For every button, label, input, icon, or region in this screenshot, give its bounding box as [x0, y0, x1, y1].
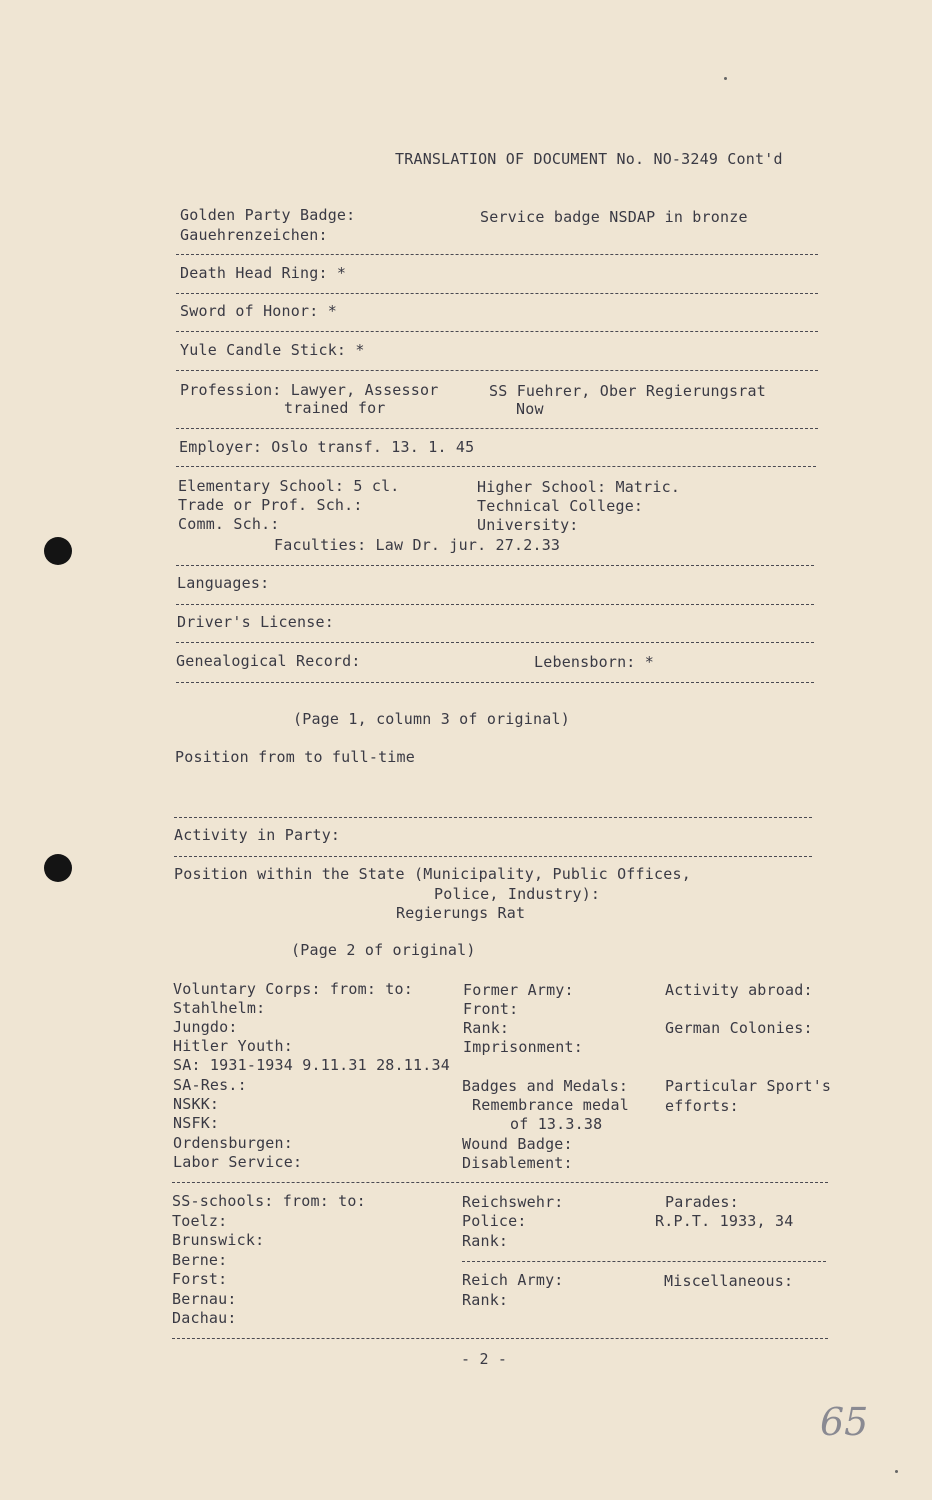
- golden-badge-label: Golden Party Badge:: [180, 206, 356, 224]
- university: University:: [477, 516, 579, 534]
- berne: Berne:: [172, 1251, 228, 1269]
- faculties: Faculties: Law Dr. jur. 27.2.33: [274, 536, 561, 554]
- reich-army: Reich Army:: [462, 1271, 564, 1289]
- divider: [174, 817, 812, 818]
- divider: [176, 642, 814, 643]
- divider: [176, 254, 818, 255]
- nsfk: NSFK:: [173, 1114, 220, 1132]
- genealogical-record: Genealogical Record:: [176, 652, 361, 670]
- activity-abroad: Activity abroad:: [665, 981, 813, 999]
- reich-army-rank: Rank:: [462, 1291, 509, 1309]
- reichswehr: Reichswehr:: [462, 1193, 564, 1211]
- profession-rank: SS Fuehrer, Ober Regierungsrat: [489, 382, 766, 400]
- golden-badge-value: Service badge NSDAP in bronze: [480, 208, 748, 226]
- commercial-school: Comm. Sch.:: [178, 515, 280, 533]
- employer: Employer: Oslo transf. 13. 1. 45: [179, 438, 475, 456]
- parades: Parades:: [665, 1193, 739, 1211]
- divider: [176, 565, 814, 566]
- divider: [176, 293, 818, 294]
- death-head-ring: Death Head Ring: *: [180, 264, 347, 282]
- higher-school: Higher School: Matric.: [477, 478, 681, 496]
- ss-schools: SS-schools: from: to:: [172, 1192, 366, 1210]
- yule-candle-stick: Yule Candle Stick: *: [180, 341, 365, 359]
- miscellaneous: Miscellaneous:: [664, 1272, 794, 1290]
- position-full-time: Position from to full-time: [175, 748, 415, 766]
- police-rank: Rank:: [462, 1232, 509, 1250]
- divider: [176, 604, 814, 605]
- badges-and-medals: Badges and Medals:: [462, 1077, 629, 1095]
- punch-hole: [44, 537, 72, 565]
- languages: Languages:: [177, 574, 270, 592]
- paper-speck: [895, 1470, 898, 1473]
- profession: Profession: Lawyer, Assessor: [180, 381, 439, 399]
- lebensborn: Lebensborn: *: [534, 653, 654, 671]
- sports-efforts: efforts:: [665, 1097, 739, 1115]
- rpt-years: R.P.T. 1933, 34: [655, 1212, 794, 1230]
- divider: [176, 466, 816, 467]
- labor-service: Labor Service:: [173, 1153, 303, 1171]
- brunswick: Brunswick:: [172, 1231, 265, 1249]
- document-header: TRANSLATION OF DOCUMENT No. NO-3249 Cont'd: [395, 150, 783, 168]
- hitler-youth: Hitler Youth:: [173, 1037, 293, 1055]
- elementary-school: Elementary School: 5 cl.: [178, 477, 400, 495]
- remembrance-medal: Remembrance medal: [472, 1096, 629, 1114]
- former-army: Former Army:: [463, 981, 574, 999]
- forst: Forst:: [172, 1270, 228, 1288]
- front: Front:: [463, 1000, 519, 1018]
- technical-college: Technical College:: [477, 497, 644, 515]
- toelz: Toelz:: [172, 1212, 228, 1230]
- wound-badge: Wound Badge:: [462, 1135, 573, 1153]
- voluntary-corps: Voluntary Corps: from: to:: [173, 980, 413, 998]
- regierungs-rat: Regierungs Rat: [396, 904, 526, 922]
- divider: [176, 331, 818, 332]
- state-police-industry: Police, Industry):: [434, 885, 601, 903]
- trade-school: Trade or Prof. Sch.:: [178, 496, 363, 514]
- page-number: - 2 -: [461, 1350, 508, 1368]
- golden-badge-label-german: Gauehrenzeichen:: [180, 226, 328, 244]
- divider: [176, 682, 814, 683]
- page2-note: (Page 2 of original): [291, 941, 476, 959]
- sa-reserve: SA-Res.:: [173, 1076, 247, 1094]
- german-colonies: German Colonies:: [665, 1019, 813, 1037]
- particular-sports: Particular Sport's: [665, 1077, 832, 1095]
- activity-in-party: Activity in Party:: [174, 826, 341, 844]
- stahlhelm: Stahlhelm:: [173, 999, 266, 1017]
- handwritten-page-number: 65: [820, 1400, 869, 1444]
- position-within-state: Position within the State (Municipality, Public Offices,: [174, 865, 691, 883]
- imprisonment: Imprisonment:: [463, 1038, 583, 1056]
- police: Police:: [462, 1212, 527, 1230]
- profession-trained: trained for: [284, 399, 386, 417]
- divider: [176, 370, 818, 371]
- dachau: Dachau:: [172, 1309, 237, 1327]
- sa-service: SA: 1931-1934 9.11.31 28.11.34: [173, 1056, 450, 1074]
- divider: [174, 856, 812, 857]
- divider: [172, 1182, 828, 1183]
- nskk: NSKK:: [173, 1095, 220, 1113]
- profession-now: Now: [516, 400, 544, 418]
- disablement: Disablement:: [462, 1154, 573, 1172]
- divider: [176, 428, 818, 429]
- bernau: Bernau:: [172, 1290, 237, 1308]
- divider: [462, 1261, 826, 1262]
- paper-speck: [724, 77, 727, 80]
- ordensburgen: Ordensburgen:: [173, 1134, 293, 1152]
- sword-of-honor: Sword of Honor: *: [180, 302, 337, 320]
- rank: Rank:: [463, 1019, 510, 1037]
- drivers-license: Driver's License:: [177, 613, 334, 631]
- jungdo: Jungdo:: [173, 1018, 238, 1036]
- page1-column3-note: (Page 1, column 3 of original): [293, 710, 570, 728]
- medal-date: of 13.3.38: [510, 1115, 603, 1133]
- punch-hole: [44, 854, 72, 882]
- divider: [172, 1338, 828, 1339]
